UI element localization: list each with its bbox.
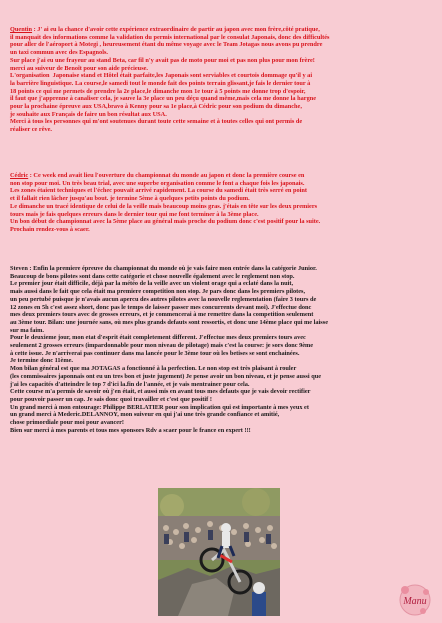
- quentin-section: [10, 26, 435, 134]
- text-line: la barrière linguistique. La course,le samedi tout le monde fait des points terrain glissant,je fais le dernier tour à: [10, 79, 311, 87]
- text-line: Sur place j'ai eu une frayeur au stand Beta, car fil n'y avait pas de moto pour moi et pas non plus pour mon frère!: [10, 56, 315, 64]
- quentin-text: [10, 26, 435, 134]
- text-line: sur ma faim.: [10, 326, 44, 334]
- text-line: Le dimanche un tracé identique de celui de la veille mais beaucoup moins gras. j'étais en tête sur les deux premiers: [10, 202, 318, 210]
- text-line: j'ai les capacités d'atteindre le top 7 d'ici la.fin de l'année, et je vais mentrainer pour cela.: [10, 380, 250, 388]
- text-line: Les zones étaient techniques et l'échec pouvait arrivé rapidement. La course du samedi était très serré en point: [10, 187, 307, 195]
- text-line: Bien sur merci à mes parents et tous mes sponsors Rdv a scaer pour le france en expert !!!: [10, 426, 251, 434]
- text-line: à cette issue. Je n'arriverai pas continuer dans ma lancée pour le 3ème tour où les betises se sont enchainées.: [10, 349, 300, 357]
- text-line: Prochain rendez-vous à scaer.: [10, 225, 90, 233]
- text-line: Un grand merci à mon entourage: Philippe BERLATIER pour son implication qui est importante à mes yeux et: [10, 403, 309, 411]
- text-line: au 3ème tour. Bilan: une journée sans, où mes plus grands defauts sont ressortis, et donc une 14ème place qui me laisse: [10, 318, 329, 326]
- text-line: pour aller de l'aéroport à Motegi , heureusement étant du même voyage avec le Team Jotagas nous avons pu prendre: [10, 41, 323, 49]
- text-line: un taxi commun avec des Espagnols.: [10, 49, 108, 57]
- cedric-section: [10, 172, 435, 234]
- text-line: pour la prochaine épreuve aux USA,bravo à Kenny pour sa 1e place,à Cédric pour son podium du dimanche,: [10, 103, 302, 111]
- text-line: : J' ai eu la chance d'avoir cette expérience extraordinaire de partir au japon avec mon frère,côté pratique,: [32, 26, 320, 33]
- text-line: Steven : Enfin la premiere épreuve du championnat du monde où je vais faire mon entrée dans la catégorie Junior.: [10, 265, 317, 272]
- text-line: tours mais je fais quelques erreurs dans le dernier tour qui me font terminer à la 3ème place.: [10, 210, 259, 218]
- text-line: mes deux premiers tours avec de grosses erreurs, et je commencerai à me remettre dans la competition seulement: [10, 311, 314, 319]
- text-line: Beaucoup de bons pilotes sont dans cette catégorie et chose nouvelle également avec le reglement non stop.: [10, 272, 295, 280]
- text-line: merci au suiveur de Benoît pour son aide précieuse.: [10, 64, 149, 72]
- text-line: réaliser ce rêve.: [10, 126, 53, 134]
- logo-text: Manu: [403, 596, 427, 607]
- text-line: L'organisation Japonaise stand et Hôtel était parfaite,les Japonais sont serviables et courtois dommage qu'il y ai: [10, 72, 313, 80]
- text-line: un peu pertubé puisque je n'avais aucun apercu des autres pilotes avec la nouvelle reglementation (faire 3 tours de: [10, 295, 317, 303]
- quentin-label: Quentin: [10, 26, 33, 33]
- text-line: et il fallait rien lâcher jusqu'au bout. je termine 5ème à quelques petits points du podium.: [10, 195, 250, 203]
- text-line: 18 points ce qui me permets de prendre la 2e place,le dimanche mon 1e tour à 5 points me donne trop d'espoir,: [10, 87, 306, 95]
- text-line: chose primordiale pour moi pour avancer!: [10, 419, 124, 427]
- text-line: Je termine donc 11ème.: [10, 357, 73, 365]
- text-line: Mon bilan général est que ma JOTAGAS a fonctionné à la perfection. Le non stop est très plaisant à rouler: [10, 365, 297, 373]
- manu-logo: [393, 582, 437, 618]
- steven-text: [10, 265, 435, 434]
- text-line: non stop pour moi. Un très beau trial, avec une superbe organisation comme le font a chaque fois les japonais.: [10, 179, 305, 187]
- trial-photo: [158, 488, 280, 616]
- text-line: Le premier jour était difficile, déjà par la météo de la veille avec un violent orage qui a eclaté dans la nuit,: [10, 280, 294, 288]
- text-line: pour pouvoir passer un cap. Je sais donc quoi travailler et c'est que positif !: [10, 395, 212, 403]
- text-line: (les commissaires japonnais ont eu un tres bon et juste jugement) Je pense avoir un bon niveau, et je pense aussi que: [10, 372, 322, 380]
- text-line: Cette course m'a permis de savoir où j'en était, et aussi mis en avant tous mes defauts que je vais devoir rectifier: [10, 388, 311, 396]
- cedric-text: [10, 172, 435, 234]
- text-line: Un bon début de championnat avec la 5ème place au général mais proche du podium donc c'est positif pour la suite.: [10, 218, 321, 226]
- text-line: il manquait des informations comme la validation du permis international par le consulat Japonais, donc des difficultés: [10, 33, 330, 41]
- cedric-label: Cédric: [10, 172, 29, 179]
- text-line: je souhaite aux Français de faire un bon résultat aux USA.: [10, 110, 167, 118]
- text-line: 12 zones en 5h c'est assez short, donc pas le temps de laisser passer mes concurrents devant moi). J'effectue donc: [10, 303, 312, 311]
- text-line: il faut que j'apprenne à canaliser cela, je sauve la 3e place un peu déçu quand même,mais cela me donne la hargne: [10, 95, 317, 103]
- text-line: Merci à tous les personnes qui m'ont soutenues durant toute cette semaine et à toutes celles qui ont permis de: [10, 118, 303, 126]
- steven-section: [10, 265, 435, 434]
- text-line: un grand merci à Mederic.DELANNOY, mon suiveur en qui j'ai une très grande confiance et amitié,: [10, 411, 280, 419]
- text-line: Pour le deuxieme jour, mon etat d'esprit était completement different. J'effectue mes deux premiers tours avec: [10, 334, 306, 342]
- text-line: mais aussi dans le fait que cela était ma premiere competition non stop. Je pars donc dans les premiers pilotes,: [10, 288, 306, 296]
- text-line: seulement 2 grosses erreurs (impardonnable pour mon niveau de pilotage) mais c'est la course: je sors donc 9ème: [10, 342, 314, 350]
- text-line: : Ce week end avait lieu l'ouverture du championnat du monde au japon et donc la première course en: [28, 172, 305, 179]
